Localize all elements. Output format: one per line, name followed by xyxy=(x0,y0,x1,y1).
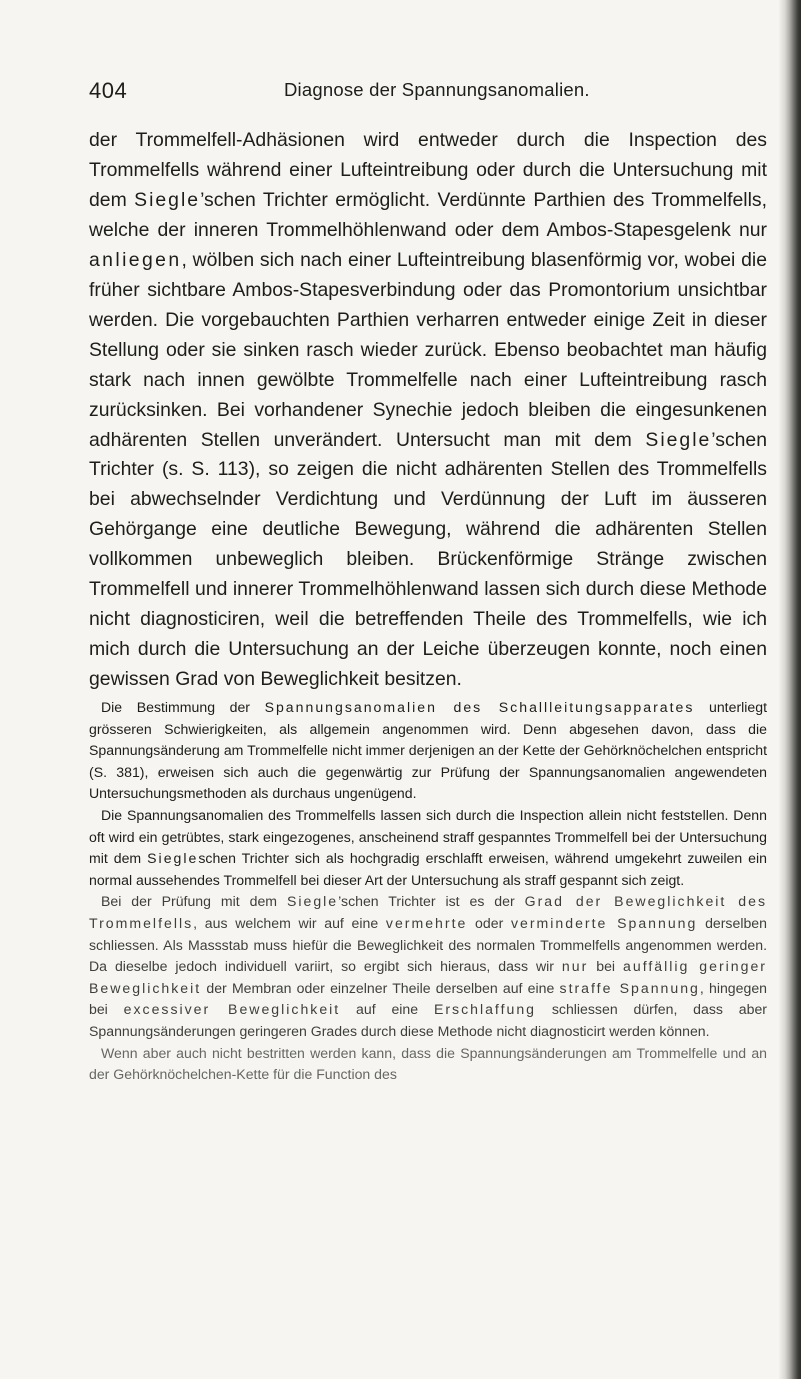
small-print-paragraph-3 xyxy=(89,891,767,1042)
small-print-section xyxy=(89,697,767,1086)
text-run: unterliegt grösseren Schwierigkeiten, als allgemein angenommen wird. Denn abgesehen davon, dass die Spannungsänderung am Trommelfelle nicht immer derjenigen an der Kette der Gehörknöchelchen entspricht (S. 381), erweisen sich auch die gegenwärtig zur Prüfung der Spannungsanomalien angewendeten Untersuchungsmethoden als durchaus ungenügend. xyxy=(89,699,767,802)
text-run: oder xyxy=(467,914,511,931)
page-header xyxy=(89,78,769,106)
small-print-paragraph-4 xyxy=(89,1043,767,1086)
text-run: Die Spannungsanomalien des Trommelfells lassen sich durch die Inspection allein nicht feststellen. Denn oft wird ein getrübtes, stark eingezogenes, anscheinend straff gespanntes Trommelfell bei der Untersuchung mit dem xyxy=(89,806,767,867)
body-text-run: ’schen Trichter ermöglicht. Verdünnte Parthien des Trommelfells, welche der inneren Trommelhöhlenwand oder dem Ambos-Stapesgelenk nur xyxy=(89,188,768,241)
text-run: schen Trichter sich als hochgradig erschlafft erweisen, während umgekehrt zuweilen ein normal aussehendes Trommelfell bei dieser Art der Untersuchung als straff gespannt sich zeigt. xyxy=(89,850,767,888)
main-paragraph xyxy=(89,126,767,695)
body-text-run: der Trommelfell-Adhäsionen wird entweder durch die Inspection des Trommelfells während einer Lufteintreibung oder durch die Untersuchung mit dem xyxy=(89,129,767,211)
author-name-spaced: Siegle xyxy=(134,188,201,211)
small-print-paragraph-1 xyxy=(89,697,767,805)
body-text-run: ’schen Trichter (s. S. 113), so zeigen die nicht adhärenten Stellen des Trommelfells bei abwechselnder Verdichtung und Verdünnung der Luft im äusseren Gehörgange eine deutliche Bewegung, während die adhärenten Stellen vollkommen unbeweglich bleiben. Brückenförmige Stränge zwischen Trommelfell und innerer Trommelhöhlenwand lassen sich durch diese Methode nicht diagnosticiren, weil die betreffenden Theile des Trommelfells, wie ich mich durch die Untersuchung an der Leiche überzeugen konnte, noch einen gewissen Grad von Beweglichkeit besitzen. xyxy=(89,428,767,691)
text-run: Bei der Prüfung mit dem xyxy=(101,893,287,910)
author-name-spaced: Siegle xyxy=(286,893,339,910)
emphasis-spaced: anliegen xyxy=(89,248,182,271)
emphasis-spaced: Grad der Beweglichkeit des Trommelfells xyxy=(89,893,767,931)
emphasis-spaced: vermehrte xyxy=(385,914,468,931)
text-run: Wenn aber auch nicht bestritten werden kann, dass die Spannungsänderungen am Trommelfelle und an der Gehörknöchelchen-Kette für die Function des xyxy=(89,1044,767,1083)
text-run: auf eine xyxy=(340,1001,434,1018)
text-run: ’schen Trichter ist es der xyxy=(338,893,525,910)
text-run: bei xyxy=(588,958,624,975)
running-title: Diagnose der Spannungsanomalien. xyxy=(284,79,590,100)
author-name-spaced: Siegle xyxy=(147,850,199,867)
emphasis-spaced: straffe Spannung xyxy=(559,979,700,996)
emphasis-spaced: Spannungsanomalien des Schallleitungsapparates xyxy=(264,699,695,715)
author-name-spaced: Siegle xyxy=(645,428,712,451)
emphasis-spaced: verminderte Spannung xyxy=(510,914,698,931)
emphasis-spaced: excessiver Beweglichkeit xyxy=(123,1001,341,1018)
text-run: derselben schliessen. Als Massstab muss hiefür die Beweglichkeit des normalen Trommelfells angenommen werden. Da dieselbe jedoch individuell variirt, so ergibt sich hieraus, dass wir xyxy=(89,914,767,975)
page-edge-shadow xyxy=(779,0,801,1379)
emphasis-spaced: Erschlaffung xyxy=(433,1001,537,1018)
small-print-paragraph-2 xyxy=(89,805,767,891)
text-run: Die Bestimmung der xyxy=(101,699,265,715)
page-number: 404 xyxy=(89,78,128,103)
body-text-run: , wölben sich nach einer Lufteintreibung blasenförmig vor, wobei die früher sichtbare Ambos-Stapesverbindung oder das Promontorium unsichtbar werden. Die vorgebauchten Parthien verharren entweder einige Zeit in dieser Stellung oder sie sinken rasch wieder zurück. Ebenso beobachtet man häufig stark nach innen gewölbte Trommelfelle nach einer Lufteintreibung rasch zurücksinken. Bei vorhandener Synechie jedoch bleiben die eingesunkenen adhärenten Stellen unverändert. Untersucht man mit dem xyxy=(89,248,767,451)
emphasis-spaced: auffällig geringer Beweglichkeit xyxy=(89,958,768,996)
text-run: , hingegen bei xyxy=(89,979,767,1018)
text-run: , aus welchem wir auf eine xyxy=(193,914,386,931)
text-run: schliessen dürfen, dass aber Spannungsänderungen geringeren Grades durch diese Methode nicht diagnosticirt werden können. xyxy=(89,1001,767,1039)
text-run: der Membran oder einzelner Theile derselben auf eine xyxy=(201,979,560,996)
emphasis-spaced: nur xyxy=(561,958,589,975)
